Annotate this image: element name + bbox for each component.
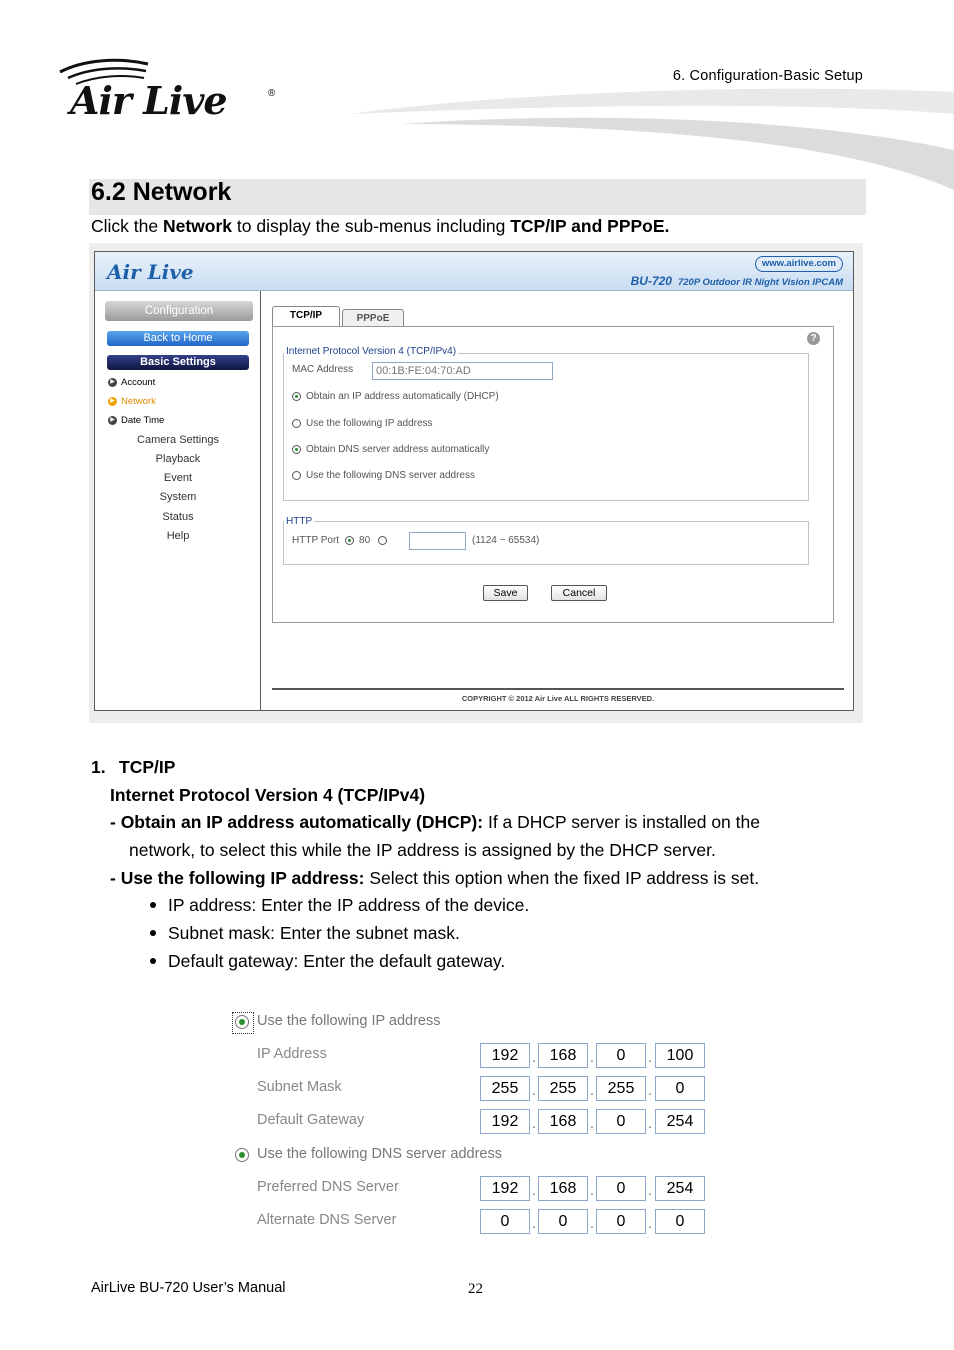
tab-tcp-ip[interactable]: TCP/IP [272, 306, 340, 327]
octet-separator: . [532, 1215, 536, 1231]
ip-octet-2[interactable]: 168 [538, 1043, 588, 1068]
ip-octet-4[interactable]: 100 [655, 1043, 705, 1068]
octet-separator: . [532, 1115, 536, 1131]
octet-separator: . [590, 1182, 594, 1198]
adns-octet-2[interactable]: 0 [538, 1209, 588, 1234]
mac-address-label: MAC Address [292, 364, 354, 375]
sidebar-item-account[interactable]: ▶ Account [108, 377, 155, 388]
radio-icon [292, 419, 301, 428]
use-following-dns-label: Use the following DNS server address [257, 1146, 502, 1162]
octet-separator: . [648, 1049, 652, 1065]
ip-octet-1[interactable]: 192 [480, 1043, 530, 1068]
arrow-icon: ▶ [108, 416, 117, 425]
http-legend: HTTP [286, 516, 313, 527]
chapter-heading: 6. Configuration-Basic Setup [672, 68, 863, 84]
ip-address-label: IP Address [257, 1046, 327, 1062]
ip-octet-3[interactable]: 0 [596, 1043, 646, 1068]
bullet-ip-address: IP address: Enter the IP address of the device. [168, 895, 530, 915]
radio-icon [292, 471, 301, 480]
radio-selected-icon [292, 445, 301, 454]
mask-octet-1[interactable]: 255 [480, 1076, 530, 1101]
basic-settings-button[interactable]: Basic Settings [107, 355, 249, 370]
preferred-dns-label: Preferred DNS Server [257, 1179, 399, 1195]
sidebar-item-system[interactable]: System [159, 491, 197, 503]
adns-octet-4[interactable]: 0 [655, 1209, 705, 1234]
sidebar-item-camera-settings[interactable]: Camera Settings [137, 434, 219, 446]
use-following-ip-label: Use the following IP address [257, 1013, 441, 1029]
static-ip-radio[interactable]: Use the following IP address [292, 418, 433, 429]
octet-separator: . [532, 1049, 536, 1065]
pdns-octet-3[interactable]: 0 [596, 1176, 646, 1201]
sidebar-item-status[interactable]: Status [162, 511, 194, 523]
octet-separator: . [648, 1082, 652, 1098]
octet-separator: . [648, 1215, 652, 1231]
http-port-default-radio[interactable] [345, 536, 354, 545]
sidebar-item-playback[interactable]: Playback [155, 453, 201, 465]
page-number: 22 [468, 1281, 483, 1297]
back-to-home-button[interactable]: Back to Home [107, 331, 249, 346]
gateway-octet-2[interactable]: 168 [538, 1109, 588, 1134]
website-link[interactable]: www.airlive.com [755, 256, 843, 272]
header-swoosh-graphic [340, 80, 954, 195]
dhcp-description-cont: network, to select this while the IP address is assigned by the DHCP server. [129, 840, 716, 860]
sidebar-item-network[interactable]: ▶ Network [108, 396, 156, 407]
dns-manual-radio[interactable]: Use the following DNS server address [292, 470, 475, 481]
sidebar-item-date-time[interactable]: ▶ Date Time [108, 415, 164, 426]
tab-pppoe[interactable]: PPPoE [342, 309, 404, 327]
octet-separator: . [590, 1049, 594, 1065]
arrow-icon: ▶ [108, 378, 117, 387]
gateway-octet-4[interactable]: 254 [655, 1109, 705, 1134]
bullet-icon [150, 958, 156, 964]
radio-selected-icon [292, 392, 301, 401]
camera-web-ui-screenshot [94, 251, 854, 711]
http-port-range: (1124 ~ 65534) [472, 535, 540, 546]
gateway-octet-1[interactable]: 192 [480, 1109, 530, 1134]
octet-separator: . [532, 1182, 536, 1198]
pdns-octet-1[interactable]: 192 [480, 1176, 530, 1201]
http-port-row: HTTP Port 80 [292, 535, 392, 546]
save-button[interactable]: Save [483, 585, 528, 601]
pdns-octet-4[interactable]: 254 [655, 1176, 705, 1201]
bullet-icon [150, 902, 156, 908]
mask-octet-3[interactable]: 255 [596, 1076, 646, 1101]
help-icon[interactable]: ? [807, 332, 820, 345]
dhcp-radio[interactable]: Obtain an IP address automatically (DHCP) [292, 391, 499, 402]
list-title: TCP/IP [119, 757, 176, 777]
octet-separator: . [590, 1215, 594, 1231]
camera-ui-banner [95, 252, 853, 291]
logo-registered-mark: ® [268, 88, 276, 99]
static-ip-radio-selected[interactable] [235, 1015, 249, 1029]
dns-auto-radio[interactable]: Obtain DNS server address automatically [292, 444, 489, 455]
manual-title-footer: AirLive BU-720 User’s Manual [91, 1280, 286, 1296]
cancel-button[interactable]: Cancel [551, 585, 607, 601]
bullet-icon [150, 930, 156, 936]
mac-address-field[interactable]: 00:1B:FE:04:70:AD [372, 362, 553, 380]
pdns-octet-2[interactable]: 168 [538, 1176, 588, 1201]
arrow-icon: ▶ [108, 397, 117, 406]
configuration-header: Configuration [105, 301, 253, 321]
adns-octet-3[interactable]: 0 [596, 1209, 646, 1234]
section-title: 6.2 Network [91, 178, 232, 206]
http-port-input[interactable] [409, 532, 466, 550]
ipv4-legend: Internet Protocol Version 4 (TCP/IPv4) [286, 346, 457, 357]
gateway-octet-3[interactable]: 0 [596, 1109, 646, 1134]
octet-separator: . [590, 1082, 594, 1098]
octet-separator: . [532, 1082, 536, 1098]
static-ip-description: - Use the following IP address: Select this option when the fixed IP address is set. [110, 868, 760, 888]
dhcp-description: - Obtain an IP address automatically (DHCP): If a DHCP server is installed on the [110, 812, 760, 832]
http-port-custom-radio[interactable] [378, 536, 387, 545]
subnet-mask-label: Subnet Mask [257, 1079, 342, 1095]
octet-separator: . [648, 1182, 652, 1198]
list-number: 1. [91, 757, 106, 777]
copyright-text: COPYRIGHT © 2012 Air Live ALL RIGHTS RESERVED. [461, 694, 655, 703]
subheading: Internet Protocol Version 4 (TCP/IPv4) [110, 785, 426, 805]
sidebar-item-help[interactable]: Help [166, 530, 190, 542]
intro-paragraph: Click the Network to display the sub-menus including TCP/IP and PPPoE. [91, 216, 670, 236]
octet-separator: . [648, 1115, 652, 1131]
alternate-dns-label: Alternate DNS Server [257, 1212, 397, 1228]
mask-octet-2[interactable]: 255 [538, 1076, 588, 1101]
mask-octet-4[interactable]: 0 [655, 1076, 705, 1101]
sidebar-item-event[interactable]: Event [163, 472, 193, 484]
adns-octet-1[interactable]: 0 [480, 1209, 530, 1234]
default-gateway-label: Default Gateway [257, 1112, 365, 1128]
dns-manual-radio-selected[interactable] [235, 1148, 249, 1162]
camera-ui-logo: Air Live [107, 260, 194, 284]
footer-rule [272, 688, 844, 690]
bullet-default-gateway: Default gateway: Enter the default gateway. [168, 951, 506, 971]
airlive-logo: Air Live [70, 78, 227, 123]
bullet-subnet-mask: Subnet mask: Enter the subnet mask. [168, 923, 460, 943]
octet-separator: . [590, 1115, 594, 1131]
model-title: BU-720 720P Outdoor IR Night Vision IPCAM [630, 274, 843, 288]
